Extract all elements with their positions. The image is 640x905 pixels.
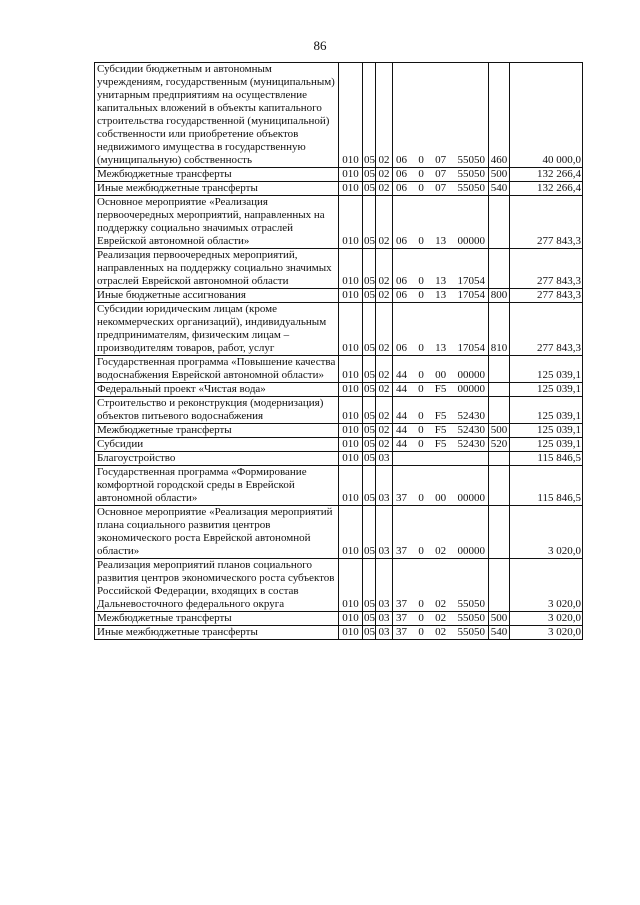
target-article-part: 07 xyxy=(435,154,447,166)
target-article-cell xyxy=(393,196,489,249)
target-article-part: 55050 xyxy=(457,626,485,638)
subsection-code-cell: 02 xyxy=(376,63,393,168)
target-article-part: 0 xyxy=(418,626,424,638)
row-name-cell: Строительство и реконструкция (модернизация) объектов питьевого водоснабжения xyxy=(95,397,339,424)
grbs-code-cell: 010 xyxy=(339,63,363,168)
expense-type-cell: 460 xyxy=(489,63,510,168)
target-article-part: 44 xyxy=(396,383,407,395)
row-name-cell: Субсидии xyxy=(95,438,339,452)
section-code-cell: 05 xyxy=(363,356,376,383)
expense-type-cell: 500 xyxy=(489,612,510,626)
target-article-part: 06 xyxy=(396,154,407,166)
amount-cell: 277 843,3 xyxy=(510,289,583,303)
target-article-part: 0 xyxy=(418,289,424,301)
target-article-part: 44 xyxy=(396,369,407,381)
expense-type-cell: 540 xyxy=(489,626,510,640)
target-article-part: 0 xyxy=(418,342,424,354)
target-article-part: 55050 xyxy=(457,182,485,194)
subsection-code-cell: 02 xyxy=(376,303,393,356)
target-article-cell xyxy=(393,383,489,397)
row-name-cell: Государственная программа «Повышение качества водоснабжения Еврейской автономной области» xyxy=(95,356,339,383)
grbs-code-cell: 010 xyxy=(339,438,363,452)
amount-cell: 277 843,3 xyxy=(510,196,583,249)
section-code-cell: 05 xyxy=(363,249,376,289)
target-article-part: F5 xyxy=(434,410,447,422)
section-code-cell: 05 xyxy=(364,182,375,194)
amount-cell: 132 266,4 xyxy=(510,182,583,196)
section-code-cell: 05 xyxy=(363,506,376,559)
target-article-part: 00 xyxy=(435,369,447,381)
amount-cell: 3 020,0 xyxy=(510,612,583,626)
target-article-part: 37 xyxy=(396,612,407,624)
grbs-code-cell: 010 xyxy=(339,196,363,249)
subsection-code-cell: 02 xyxy=(376,397,393,424)
target-article-parts xyxy=(394,275,487,288)
amount-cell: 132 266,4 xyxy=(510,168,583,182)
grbs-code-cell: 010 xyxy=(339,424,363,438)
expense-type-cell xyxy=(489,196,510,249)
section-code-cell: 05 xyxy=(364,438,375,450)
expense-type-cell xyxy=(489,506,510,559)
grbs-code-cell: 010 xyxy=(339,506,363,559)
target-article-part: 52430 xyxy=(457,424,485,436)
section-code-cell: 05 xyxy=(364,168,375,180)
amount-cell: 125 039,1 xyxy=(510,424,583,438)
target-article-parts xyxy=(394,168,487,181)
target-article-part: 44 xyxy=(396,410,407,422)
target-article-part: 00 xyxy=(435,492,447,504)
target-article-part: F5 xyxy=(434,438,447,450)
table-row xyxy=(95,182,583,196)
target-article-parts xyxy=(394,410,487,423)
subsection-code-cell: 02 xyxy=(376,438,393,452)
target-article-parts xyxy=(394,598,487,611)
section-code-cell: 05 xyxy=(364,383,375,395)
subsection-code-cell: 02 xyxy=(376,196,393,249)
subsection-code-cell: 02 xyxy=(376,182,393,196)
target-article-parts xyxy=(394,235,487,248)
target-article-part: 17054 xyxy=(457,342,485,354)
target-article-part: 06 xyxy=(396,182,407,194)
expense-type-cell xyxy=(489,356,510,383)
row-name-cell: Реализация первоочередных мероприятий, направленных на поддержку социально значимых отраслей Еврейской автономной области xyxy=(95,249,339,289)
target-article-part: 00000 xyxy=(457,492,485,504)
target-article-part: 52430 xyxy=(457,410,485,422)
row-name-cell: Межбюджетные трансферты xyxy=(95,424,339,438)
target-article-parts xyxy=(394,342,487,355)
target-article-part: 37 xyxy=(396,626,407,638)
target-article-part: 55050 xyxy=(457,154,485,166)
target-article-part: 0 xyxy=(418,492,424,504)
target-article-part: 44 xyxy=(396,424,407,436)
table-row xyxy=(95,506,583,559)
target-article-parts xyxy=(394,182,487,195)
section-code-cell: 05 xyxy=(363,196,376,249)
target-article-part: F5 xyxy=(434,383,447,395)
target-article-parts xyxy=(394,154,487,167)
target-article-part: 13 xyxy=(435,342,447,354)
section-code-cell: 05 xyxy=(364,626,375,638)
target-article-part: 44 xyxy=(396,438,407,450)
table-row xyxy=(95,383,583,397)
subsection-code-cell: 03 xyxy=(376,452,393,466)
row-name-cell: Федеральный проект «Чистая вода» xyxy=(95,383,339,397)
grbs-code-cell: 010 xyxy=(339,289,363,303)
target-article-part: 0 xyxy=(418,275,424,287)
grbs-code-cell: 010 xyxy=(339,303,363,356)
table-row xyxy=(95,289,583,303)
target-article-part: F5 xyxy=(434,424,447,436)
subsection-code-cell: 03 xyxy=(376,626,393,640)
target-article-part: 55050 xyxy=(457,598,485,610)
table-row xyxy=(95,63,583,168)
target-article-cell xyxy=(393,424,489,438)
row-name-cell: Благоустройство xyxy=(95,452,339,466)
expense-type-cell xyxy=(489,452,510,466)
target-article-parts xyxy=(394,626,487,639)
section-code-cell: 05 xyxy=(363,303,376,356)
row-name-cell: Иные межбюджетные трансферты xyxy=(95,626,339,640)
subsection-code-cell: 03 xyxy=(376,612,393,626)
amount-cell: 115 846,5 xyxy=(510,466,583,506)
target-article-cell xyxy=(393,452,489,466)
target-article-parts xyxy=(394,545,487,558)
target-article-part: 0 xyxy=(418,383,424,395)
grbs-code-cell: 010 xyxy=(339,452,363,466)
subsection-code-cell: 02 xyxy=(376,356,393,383)
target-article-part: 0 xyxy=(418,424,424,436)
target-article-part: 13 xyxy=(435,235,447,247)
target-article-part: 0 xyxy=(418,545,424,557)
target-article-part: 02 xyxy=(435,612,447,624)
target-article-part: 00000 xyxy=(457,369,485,381)
grbs-code-cell: 010 xyxy=(339,182,363,196)
grbs-code-cell: 010 xyxy=(339,383,363,397)
subsection-code-cell: 03 xyxy=(376,559,393,612)
target-article-part: 0 xyxy=(418,154,424,166)
grbs-code-cell: 010 xyxy=(339,612,363,626)
target-article-parts xyxy=(394,369,487,382)
table-row xyxy=(95,559,583,612)
row-name-cell: Субсидии юридическим лицам (кроме некоммерческих организаций), индивидуальным предпринимателям, физическим лицам – производителям товаров, работ, услуг xyxy=(95,303,339,356)
table-row xyxy=(95,196,583,249)
target-article-part: 00000 xyxy=(457,235,485,247)
subsection-code-cell: 02 xyxy=(376,424,393,438)
amount-cell: 115 846,5 xyxy=(510,452,583,466)
target-article-part: 37 xyxy=(396,492,407,504)
target-article-part: 55050 xyxy=(457,168,485,180)
target-article-cell xyxy=(393,182,489,196)
subsection-code-cell: 03 xyxy=(376,506,393,559)
target-article-cell xyxy=(393,466,489,506)
table-row xyxy=(95,249,583,289)
table-row xyxy=(95,466,583,506)
target-article-cell xyxy=(393,356,489,383)
expense-type-cell: 520 xyxy=(489,438,510,452)
section-code-cell: 05 xyxy=(363,397,376,424)
table-row xyxy=(95,397,583,424)
expense-type-cell xyxy=(489,466,510,506)
target-article-cell xyxy=(393,397,489,424)
table-row xyxy=(95,626,583,640)
target-article-part: 07 xyxy=(435,182,447,194)
amount-cell: 3 020,0 xyxy=(510,506,583,559)
section-code-cell: 05 xyxy=(363,466,376,506)
target-article-part: 06 xyxy=(396,168,407,180)
row-name-cell: Основное мероприятие «Реализация первоочередных мероприятий, направленных на поддержку социально значимых отраслей Еврейской автономной области» xyxy=(95,196,339,249)
expense-type-cell: 540 xyxy=(489,182,510,196)
amount-cell: 3 020,0 xyxy=(510,559,583,612)
target-article-part: 06 xyxy=(396,235,407,247)
target-article-part: 02 xyxy=(435,626,447,638)
target-article-part: 0 xyxy=(418,598,424,610)
section-code-cell: 05 xyxy=(364,612,375,624)
expense-type-cell: 500 xyxy=(489,424,510,438)
target-article-part: 0 xyxy=(418,235,424,247)
subsection-code-cell: 02 xyxy=(376,289,393,303)
section-code-cell: 05 xyxy=(364,424,375,436)
target-article-part: 0 xyxy=(418,410,424,422)
table-row xyxy=(95,612,583,626)
budget-table xyxy=(94,62,583,640)
target-article-cell xyxy=(393,303,489,356)
target-article-parts xyxy=(394,383,487,396)
amount-cell: 125 039,1 xyxy=(510,383,583,397)
subsection-code-cell: 03 xyxy=(376,466,393,506)
target-article-part: 55050 xyxy=(457,612,485,624)
grbs-code-cell: 010 xyxy=(339,168,363,182)
expense-type-cell: 800 xyxy=(489,289,510,303)
target-article-part: 0 xyxy=(418,612,424,624)
target-article-part: 0 xyxy=(418,168,424,180)
subsection-code-cell: 02 xyxy=(376,383,393,397)
page-number: 86 xyxy=(313,38,327,53)
target-article-part: 0 xyxy=(418,369,424,381)
target-article-cell xyxy=(393,249,489,289)
expense-type-cell: 500 xyxy=(489,168,510,182)
target-article-cell xyxy=(393,559,489,612)
target-article-part: 0 xyxy=(418,182,424,194)
target-article-part: 37 xyxy=(396,545,407,557)
target-article-cell xyxy=(393,289,489,303)
target-article-part: 13 xyxy=(435,275,447,287)
row-name-cell: Реализация мероприятий планов социального развития центров экономического роста субъектов Российской Федерации, входящих в состав Дальневосточного федерального округа xyxy=(95,559,339,612)
target-article-cell xyxy=(393,63,489,168)
target-article-part: 00000 xyxy=(457,383,485,395)
row-name-cell: Субсидии бюджетным и автономным учреждениям, государственным (муниципальным) унитарным предприятиям на осуществление капитальных вложений в объекты капитального строительства государственной (муниципальной) собственности или приобретение объектов недвижимого имущества в государственную (муниципальную) собственность xyxy=(95,63,339,168)
expense-type-cell xyxy=(489,249,510,289)
row-name-cell: Межбюджетные трансферты xyxy=(95,168,339,182)
subsection-code-cell: 02 xyxy=(376,168,393,182)
amount-cell: 277 843,3 xyxy=(510,249,583,289)
grbs-code-cell: 010 xyxy=(339,626,363,640)
expense-type-cell xyxy=(489,397,510,424)
expense-type-cell: 810 xyxy=(489,303,510,356)
row-name-cell: Межбюджетные трансферты xyxy=(95,612,339,626)
target-article-part: 37 xyxy=(396,598,407,610)
grbs-code-cell: 010 xyxy=(339,397,363,424)
row-name-cell: Иные бюджетные ассигнования xyxy=(95,289,339,303)
amount-cell: 277 843,3 xyxy=(510,303,583,356)
target-article-part: 06 xyxy=(396,275,407,287)
target-article-part: 06 xyxy=(396,289,407,301)
budget-table-body xyxy=(95,63,583,640)
grbs-code-cell: 010 xyxy=(339,466,363,506)
table-row xyxy=(95,303,583,356)
amount-cell: 125 039,1 xyxy=(510,397,583,424)
target-article-part: 02 xyxy=(435,545,447,557)
target-article-cell xyxy=(393,438,489,452)
target-article-part: 52430 xyxy=(457,438,485,450)
target-article-part: 0 xyxy=(418,438,424,450)
table-row xyxy=(95,168,583,182)
target-article-parts xyxy=(394,438,487,451)
target-article-cell xyxy=(393,168,489,182)
table-row xyxy=(95,356,583,383)
target-article-part: 17054 xyxy=(457,289,485,301)
table-row xyxy=(95,424,583,438)
table-row xyxy=(95,438,583,452)
target-article-part: 06 xyxy=(396,342,407,354)
section-code-cell: 05 xyxy=(364,289,375,301)
subsection-code-cell: 02 xyxy=(376,249,393,289)
target-article-cell xyxy=(393,612,489,626)
grbs-code-cell: 010 xyxy=(339,356,363,383)
row-name-cell: Основное мероприятие «Реализация мероприятий плана социального развития центров экономического роста Еврейской автономной области» xyxy=(95,506,339,559)
grbs-code-cell: 010 xyxy=(339,249,363,289)
amount-cell: 125 039,1 xyxy=(510,438,583,452)
amount-cell: 40 000,0 xyxy=(510,63,583,168)
target-article-cell xyxy=(393,626,489,640)
target-article-part: 00000 xyxy=(457,545,485,557)
target-article-parts xyxy=(394,492,487,505)
expense-type-cell xyxy=(489,383,510,397)
section-code-cell: 05 xyxy=(363,63,376,168)
grbs-code-cell: 010 xyxy=(339,559,363,612)
target-article-part: 13 xyxy=(435,289,447,301)
table-row xyxy=(95,452,583,466)
amount-cell: 3 020,0 xyxy=(510,626,583,640)
expense-type-cell xyxy=(489,559,510,612)
row-name-cell: Иные межбюджетные трансферты xyxy=(95,182,339,196)
target-article-parts xyxy=(394,424,487,437)
section-code-cell: 05 xyxy=(363,559,376,612)
target-article-part: 07 xyxy=(435,168,447,180)
row-name-cell: Государственная программа «Формирование комфортной городской среды в Еврейской автономной области» xyxy=(95,466,339,506)
section-code-cell: 05 xyxy=(364,452,375,464)
target-article-parts xyxy=(394,289,487,302)
target-article-part: 17054 xyxy=(457,275,485,287)
target-article-parts xyxy=(394,612,487,625)
target-article-part: 02 xyxy=(435,598,447,610)
target-article-cell xyxy=(393,506,489,559)
amount-cell: 125 039,1 xyxy=(510,356,583,383)
